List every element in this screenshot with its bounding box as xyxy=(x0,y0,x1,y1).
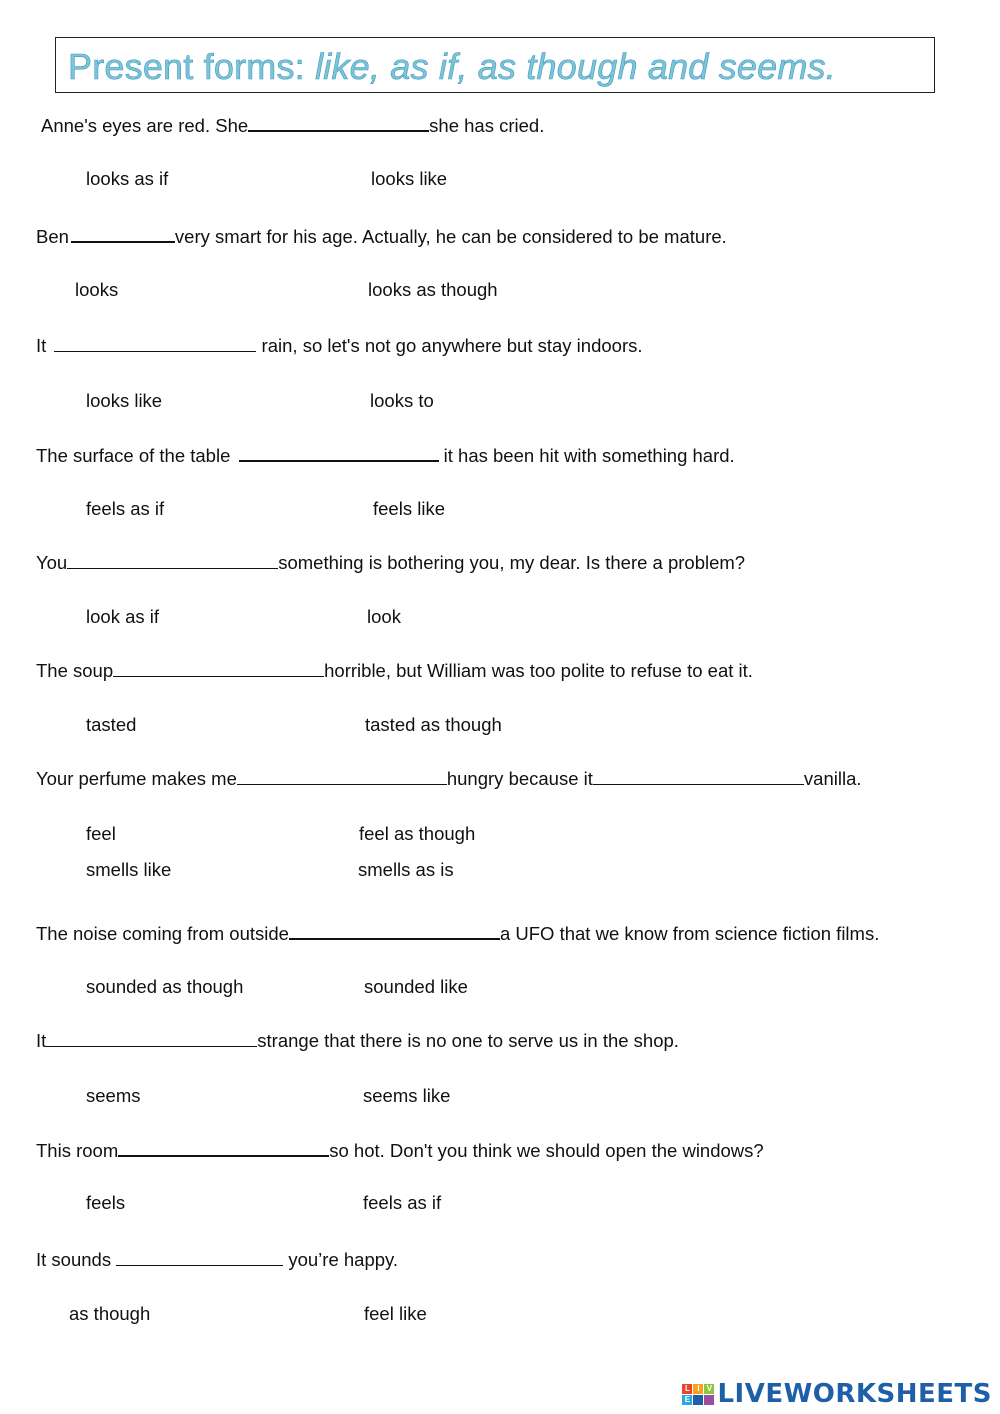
option-q8-a[interactable]: sounded as though xyxy=(86,976,244,997)
question-text: rain, so let's not go anywhere but stay indoors. xyxy=(256,335,643,356)
answer-blank-3[interactable] xyxy=(54,334,256,352)
option-q9-a[interactable]: seems xyxy=(86,1085,141,1106)
question-text: horrible, but William was too polite to refuse to eat it. xyxy=(324,660,753,681)
question-text: The soup xyxy=(36,660,114,681)
question-text: Anne's eyes are red. She xyxy=(41,115,249,136)
question-7 xyxy=(36,767,862,790)
option-q7-b[interactable]: feel as though xyxy=(359,823,476,844)
option-q3-a[interactable]: looks like xyxy=(86,390,163,411)
question-10 xyxy=(36,1138,764,1162)
answer-blank-7a[interactable] xyxy=(237,767,447,785)
answer-blank-2[interactable] xyxy=(71,224,175,243)
question-text: It xyxy=(36,1030,47,1051)
question-text: It xyxy=(36,335,52,356)
option-q4-b[interactable]: feels like xyxy=(373,498,445,519)
liveworksheets-logo xyxy=(682,1380,992,1408)
answer-blank-7b[interactable] xyxy=(593,767,804,785)
question-3 xyxy=(36,334,643,357)
question-text: vanilla. xyxy=(803,768,862,789)
question-text: something is bothering you, my dear. Is there a problem? xyxy=(278,552,746,573)
question-text: strange that there is no one to serve us in the shop. xyxy=(257,1030,679,1051)
answer-blank-8[interactable] xyxy=(289,921,500,940)
title-prefix: Present forms: xyxy=(68,46,316,87)
option-q1-b[interactable]: looks like xyxy=(371,168,448,189)
option-q11-b[interactable]: feel like xyxy=(364,1303,427,1324)
option-q6-b[interactable]: tasted as though xyxy=(365,714,502,735)
question-text: you’re happy. xyxy=(283,1249,399,1270)
option-q2-a[interactable]: looks xyxy=(75,279,119,300)
option-q3-b[interactable]: looks to xyxy=(370,390,434,411)
logo-mark-icon: L I V E xyxy=(682,1384,714,1405)
option-q4-a[interactable]: feels as if xyxy=(86,498,165,519)
option-q7-d[interactable]: smells as is xyxy=(358,859,454,880)
answer-blank-11[interactable] xyxy=(116,1248,283,1266)
question-text: it has been hit with something hard. xyxy=(438,445,735,466)
question-text: This room xyxy=(36,1140,119,1161)
option-q7-a[interactable]: feel xyxy=(86,823,116,844)
question-8 xyxy=(36,921,879,945)
question-text: so hot. Don't you think we should open the windows? xyxy=(329,1140,764,1161)
option-q9-b[interactable]: seems like xyxy=(363,1085,451,1106)
option-q11-a[interactable]: as though xyxy=(69,1303,151,1324)
question-11 xyxy=(36,1248,398,1271)
question-text: very smart for his age. Actually, he can be considered to be mature. xyxy=(174,226,727,247)
answer-blank-10[interactable] xyxy=(118,1138,329,1157)
title-italic: like, as if, as though and seems. xyxy=(315,46,836,87)
option-q10-b[interactable]: feels as if xyxy=(363,1192,442,1213)
option-q2-b[interactable]: looks as though xyxy=(368,279,498,300)
question-text: she has cried. xyxy=(429,115,545,136)
question-text: hungry because it xyxy=(446,768,593,789)
answer-blank-6[interactable] xyxy=(113,659,324,677)
option-q7-c[interactable]: smells like xyxy=(86,859,172,880)
question-text: It sounds xyxy=(36,1249,117,1270)
option-q6-a[interactable]: tasted xyxy=(86,714,137,735)
option-q8-b[interactable]: sounded like xyxy=(364,976,468,997)
title-box xyxy=(55,37,935,93)
question-text: The surface of the table xyxy=(36,445,236,466)
logo-text: LIVEWORKSHEETS xyxy=(717,1379,992,1409)
question-text: You xyxy=(36,552,68,573)
question-6 xyxy=(36,659,753,682)
option-q1-a[interactable]: looks as if xyxy=(86,168,169,189)
question-text: a UFO that we know from science fiction films. xyxy=(499,923,880,944)
answer-blank-4[interactable] xyxy=(239,443,439,462)
question-5 xyxy=(36,551,745,574)
option-q5-a[interactable]: look as if xyxy=(86,606,160,627)
option-q10-a[interactable]: feels xyxy=(86,1192,126,1213)
question-2 xyxy=(36,224,727,248)
question-4 xyxy=(36,443,735,467)
question-9 xyxy=(36,1029,679,1052)
answer-blank-1[interactable] xyxy=(248,113,429,132)
question-text: Ben xyxy=(36,226,69,247)
question-text: Your perfume makes me xyxy=(36,768,237,789)
option-q5-b[interactable]: look xyxy=(367,606,401,627)
answer-blank-5[interactable] xyxy=(67,551,278,569)
question-text: The noise coming from outside xyxy=(36,923,289,944)
question-1 xyxy=(41,113,544,137)
worksheet-title xyxy=(68,46,836,88)
answer-blank-9[interactable] xyxy=(46,1029,257,1047)
